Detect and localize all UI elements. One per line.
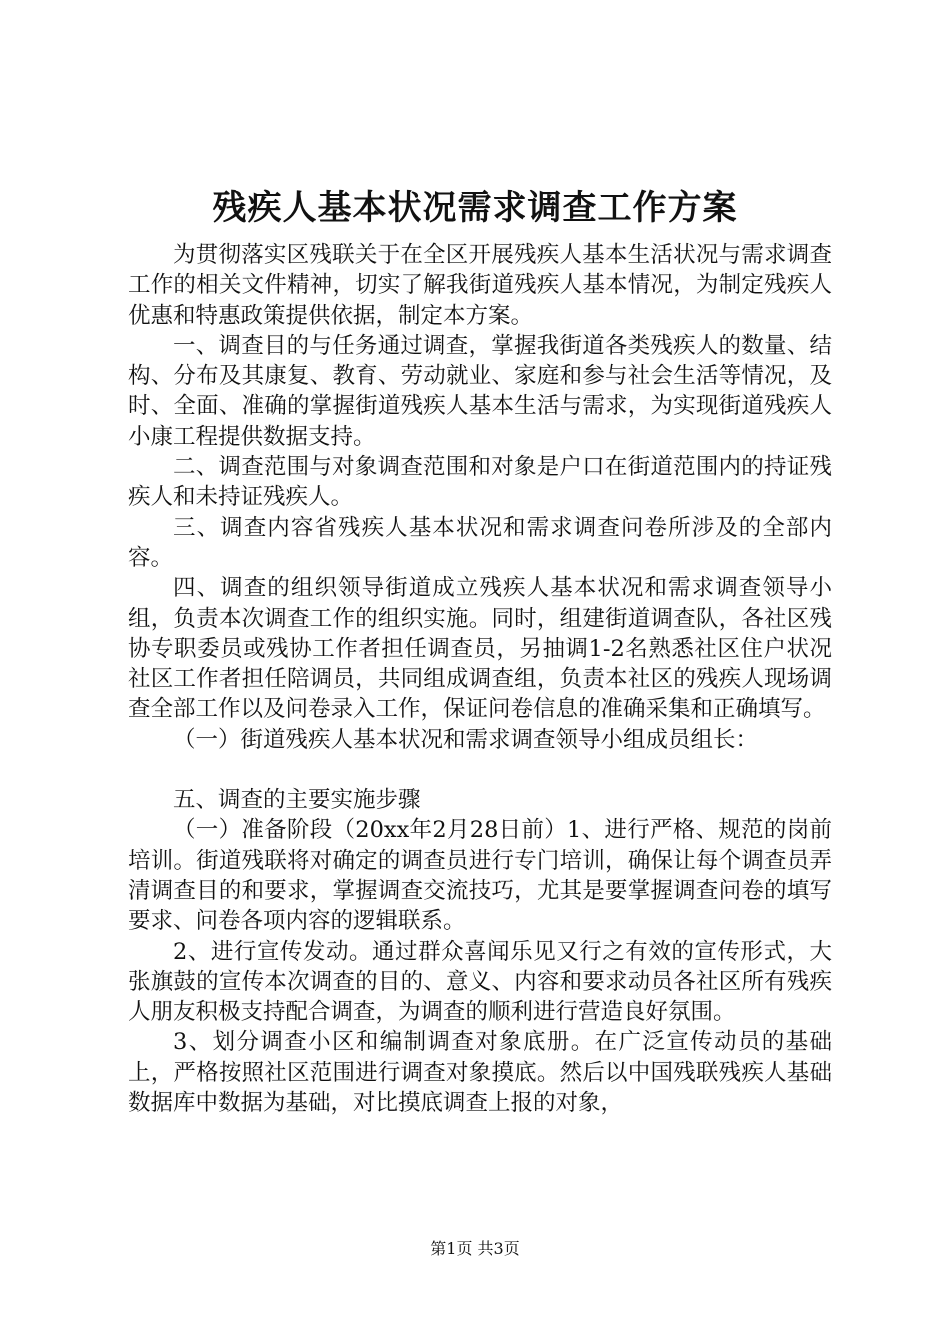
paragraph-leading-group: （一）街道残疾人基本状况和需求调查领导小组成员组长： xyxy=(173,726,759,753)
paragraph-section-5-heading: 五、调查的主要实施步骤 xyxy=(173,787,421,814)
document-body xyxy=(128,240,832,1118)
paragraph-intro: 为贯彻落实区残联关于在全区开展残疾人基本生活状况与需求调查工作的相关文件精神，切实了解我街道残疾人基本情况，为制定残疾人优惠和特惠政策提供依据，制定本方案。 xyxy=(128,242,832,329)
page-footer: 第1页 共3页 xyxy=(430,1239,520,1258)
paragraph-step-3: 3、划分调查小区和编制调查对象底册。在广泛宣传动员的基础上，严格按照社区范围进行调查对象摸底。然后以中国残联残疾人基础数据库中数据为基础，对比摸底调查上报的对象， xyxy=(128,1029,832,1117)
paragraph-step-2: 2、进行宣传发动。通过群众喜闻乐见又行之有效的宣传形式，大张旗鼓的宣传本次调查的目的、意义、内容和要求动员各社区所有残疾人朋友积极支持配合调查，为调查的顺利进行营造良好氛围。 xyxy=(128,938,832,1026)
paragraph-section-2: 二、调查范围与对象调查范围和对象是户口在街道范围内的持证残疾人和未持证残疾人。 xyxy=(128,454,832,511)
paragraph-section-4: 四、调查的组织领导街道成立残疾人基本状况和需求调查领导小组，负责本次调查工作的组织实施。同时，组建街道调查队，各社区残协专职委员或残协工作者担任调查员，另抽调1-2名熟悉社区住户状况社区工作者担任陪调员，共同组成调查组，负责本社区的残疾人现场调查全部工作以及问卷录入工作，保证问卷信息的准确采集和正确填写。 xyxy=(128,575,832,723)
paragraph-step-1: （一）准备阶段（20xx年2月28日前）1、进行严格、规范的岗前培训。街道残联将对确定的调查员进行专门培训，确保让每个调查员弄清调查目的和要求，掌握调查交流技巧，尤其是要掌握调查问卷的填写要求、问卷各项内容的逻辑联系。 xyxy=(128,817,832,935)
document-title: 残疾人基本状况需求调查工作方案 xyxy=(212,188,738,228)
paragraph-section-1: 一、调查目的与任务通过调查，掌握我街道各类残疾人的数量、结构、分布及其康复、教育、劳动就业、家庭和参与社会生活等情况，及时、全面、准确的掌握街道残疾人基本生活与需求，为实现街道残疾人小康工程提供数据支持。 xyxy=(128,332,832,450)
paragraph-section-3: 三、调查内容省残疾人基本状况和需求调查问卷所涉及的全部内容。 xyxy=(128,514,832,571)
blank-line xyxy=(128,755,832,785)
